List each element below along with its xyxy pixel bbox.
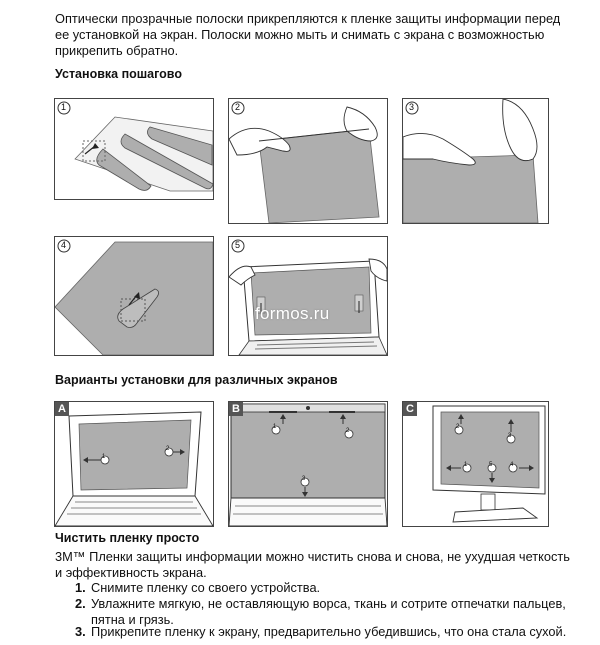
step-3-number: 3 <box>409 102 415 112</box>
clean-step-1-text: Снимите пленку со своего устройства. <box>91 580 321 595</box>
clean-step-3 <box>75 624 566 640</box>
step-2-number: 2 <box>235 102 241 112</box>
variant-c-panel <box>402 401 549 527</box>
variant-c-marker-5: 5 <box>489 462 493 468</box>
variant-c-marker-2: 2 <box>456 424 460 430</box>
variant-a-panel <box>54 401 214 527</box>
clean-step-2-text-line1: Увлажните мягкую, не оставляющую ворса, ткань и сотрите отпечатки пальцев, <box>91 596 566 611</box>
step-5-number: 5 <box>235 240 241 250</box>
intro-paragraph: Оптически прозрачные полоски прикрепляются к пленке защиты информации перед ее установкой на экран. Полоски можно мыть и снимать с экрана с возможностью прикрепить обратно. <box>55 11 561 58</box>
clean-step-1 <box>75 580 320 596</box>
variant-c-marker-4: 4 <box>510 462 514 468</box>
heading-variants: Варианты установки для различных экранов <box>55 373 338 387</box>
step-4-number: 4 <box>61 240 67 250</box>
clean-step-2 <box>75 596 566 612</box>
variant-b-panel <box>228 401 388 527</box>
variant-a-marker-2: 2 <box>166 446 170 452</box>
step-1-number: 1 <box>61 102 67 112</box>
variant-c-marker-3: 3 <box>508 433 512 439</box>
step-1-panel <box>54 98 214 200</box>
clean-steps-list <box>75 580 575 640</box>
clean-step-2-text-line2: пятна и грязь. <box>91 612 174 627</box>
variant-b-marker-3: 3 <box>302 476 306 482</box>
heading-steps: Установка пошагово <box>55 67 182 81</box>
variant-a-badge: A <box>55 402 69 416</box>
variant-c-badge: C <box>403 402 417 416</box>
clean-step-3-text: Прикрепите пленку к экрану, предварительно убедившись, что она стала сухой. <box>91 624 567 639</box>
variant-c-marker-1: 1 <box>464 462 468 468</box>
heading-clean: Чистить пленку просто <box>55 531 200 545</box>
step-2-panel <box>228 98 388 224</box>
clean-step-2-num: 2. <box>75 596 86 611</box>
clean-paragraph: 3M™ Пленки защиты информации можно чистить снова и снова, не ухудшая четкость и эффективность экрана. <box>55 549 570 580</box>
variant-b-marker-1: 1 <box>273 424 277 430</box>
variant-b-badge: B <box>229 402 243 416</box>
step-3-panel <box>402 98 549 224</box>
clean-step-3-num: 3. <box>75 624 86 639</box>
step-5-panel <box>228 236 388 356</box>
watermark: formos.ru <box>255 304 330 323</box>
clean-step-1-num: 1. <box>75 580 86 595</box>
variant-a-marker-1: 1 <box>102 454 106 460</box>
step-4-panel <box>54 236 214 356</box>
variant-b-marker-2: 2 <box>346 428 350 434</box>
